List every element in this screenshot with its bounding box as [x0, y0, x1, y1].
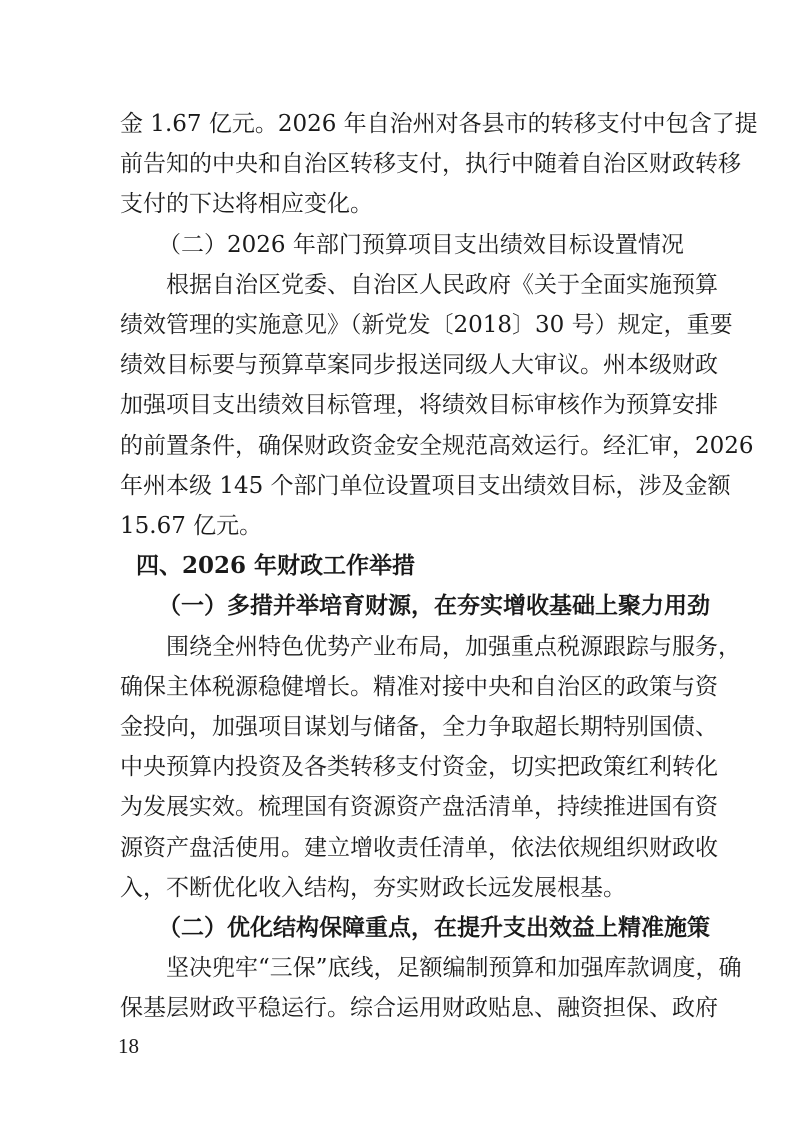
subsection-heading: （一）多措并举培育财源，在夯实增收基础上聚力用劲	[158, 592, 710, 620]
body-line: 坚决兜牢“三保”底线，足额编制预算和加强库款调度，确	[166, 955, 742, 982]
body-line: 的前置条件，确保财政资金安全规范高效运行。经汇审，2026	[120, 432, 754, 459]
subsection-heading: （二）2026 年部门预算项目支出绩效目标设置情况	[158, 231, 684, 258]
body-line: 确保主体税源稳健增长。精准对接中央和自治区的政策与资	[120, 673, 718, 700]
body-line: 为发展实效。梳理国有资源资产盘活清单，持续推进国有资	[120, 794, 718, 821]
body-line: 15.67 亿元。	[120, 513, 263, 539]
body-line: 加强项目支出绩效目标管理，将绩效目标审核作为预算安排	[120, 392, 718, 419]
body-line: 金投向，加强项目谋划与储备，全力争取超长期特别国债、	[120, 714, 718, 740]
body-line: 中央预算内投资及各类转移支付资金，切实把政策红利转化	[120, 754, 718, 781]
page-number: 18	[118, 1033, 139, 1058]
body-line: 金 1.67 亿元。2026 年自治州对各县市的转移支付中包含了提	[120, 111, 758, 137]
body-line: 绩效管理的实施意见》（新党发〔2018〕30 号）规定，重要	[120, 312, 733, 338]
body-line: 前告知的中央和自治区转移支付，执行中随着自治区财政转移	[120, 151, 741, 178]
body-line: 围绕全州特色优势产业布局，加强重点税源跟踪与服务，	[166, 633, 741, 660]
body-line: 保基层财政平稳运行。综合运用财政贴息、融资担保、政府	[120, 995, 718, 1022]
body-line: 入，不断优化收入结构，夯实财政长远发展根基。	[120, 874, 626, 901]
body-line: 源资产盘活使用。建立增收责任清单，依法依规组织财政收	[120, 834, 718, 861]
body-line: 年州本级 145 个部门单位设置项目支出绩效目标，涉及金额	[120, 472, 731, 499]
body-line: 绩效目标要与预算草案同步报送同级人大审议。州本级财政	[120, 352, 718, 379]
body-line: 根据自治区党委、自治区人民政府《关于全面实施预算	[166, 271, 718, 298]
section-heading: 四、2026 年财政工作举措	[136, 552, 416, 580]
subsection-heading: （二）优化结构保障重点，在提升支出效益上精准施策	[158, 914, 710, 941]
body-line: 支付的下达将相应变化。	[120, 191, 373, 218]
